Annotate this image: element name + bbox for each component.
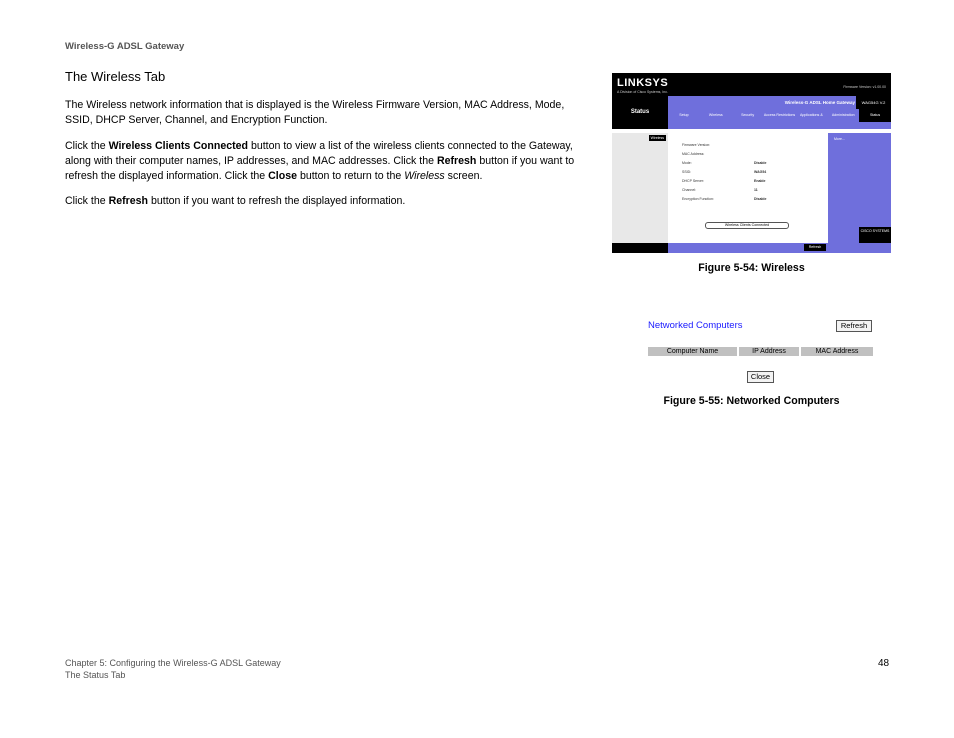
refresh-button[interactable]: Refresh	[836, 320, 872, 332]
sub-tabs	[668, 122, 891, 129]
paragraph-clients: Click the Wireless Clients Connected button to view a list of the wireless clients connected to the Gateway, along with their computer names, IP addresses, and MAC addresses. Click the Refresh button if you want to refresh the displayed information. Click the Close button to return to the Wireless screen.	[65, 140, 575, 182]
networked-computers-title: Networked Computers	[648, 320, 743, 331]
column-header: MAC Address	[801, 347, 873, 356]
product-bar	[668, 96, 891, 109]
screenshot-header	[612, 73, 891, 129]
figure-caption: Figure 5-55: Networked Computers	[663, 395, 840, 407]
footer-chapter: Chapter 5: Configuring the Wireless-G ADSL Gateway	[65, 658, 281, 668]
paragraph-intro: The Wireless network information that is displayed is the Wireless Firmware Version, MAC Address, Mode, SSID, DHCP Server, Channel, and Encryption Function.	[65, 99, 565, 126]
row-value: Enable	[754, 179, 766, 183]
tab-status[interactable]: Status	[859, 109, 891, 122]
bottom-bar	[668, 243, 891, 253]
bottom-bar-left	[612, 243, 668, 253]
tab-security[interactable]: Security	[741, 113, 755, 117]
section-title: The Wireless Tab	[65, 69, 166, 84]
page-number: 48	[878, 658, 890, 669]
linksys-logo: LINKSYS	[617, 77, 669, 89]
row-label: DHCP Server:	[682, 179, 705, 183]
column-header: Computer Name	[648, 347, 737, 356]
row-label: SSID:	[682, 170, 692, 174]
logo-subtitle: A Division of Cisco Systems, Inc.	[617, 90, 668, 94]
cisco-logo: CISCO SYSTEMS	[859, 227, 891, 243]
tab-applications-gaming[interactable]: Applications &	[799, 113, 823, 117]
row-label: Encryption Function:	[682, 197, 714, 201]
refresh-button[interactable]: Refresh	[804, 244, 826, 251]
row-value: WAG54	[754, 170, 767, 174]
tab-wireless[interactable]: Wireless	[708, 113, 723, 117]
column-header: IP Address	[739, 347, 799, 356]
paragraph-refresh: Click the Refresh button if you want to refresh the displayed information.	[65, 195, 406, 207]
running-header: Wireless-G ADSL Gateway	[65, 41, 185, 52]
footer-section: The Status Tab	[65, 670, 126, 680]
main-tabs	[668, 109, 891, 122]
more-link[interactable]: More...	[834, 137, 845, 141]
row-label: Channel:	[682, 188, 697, 192]
close-button[interactable]: Close	[747, 371, 774, 383]
computers-table-header	[648, 347, 873, 356]
row-label: MAC Address:	[682, 152, 705, 156]
help-column	[828, 133, 891, 243]
tab-administration[interactable]: Administration	[831, 113, 855, 117]
product-name: Wireless-G ADSL Home Gateway	[784, 100, 855, 105]
row-label: Firmware Version:	[682, 143, 711, 147]
section-label: Status	[630, 109, 650, 115]
left-column	[612, 133, 668, 243]
row-value: 11	[754, 188, 758, 192]
tab-access-restrictions[interactable]: Access Restrictions	[763, 113, 796, 117]
wireless-info	[668, 133, 828, 243]
row-label: Mode:	[682, 161, 692, 165]
row-value: Disable	[754, 197, 767, 201]
model-name: WAG54G V.2	[856, 96, 891, 109]
row-value: Disable	[754, 161, 767, 165]
firmware-version: Firmware Version: v1.00.00	[843, 85, 886, 89]
left-label: Wireless	[650, 136, 664, 140]
figure-caption: Figure 5-54: Wireless	[698, 262, 805, 274]
tab-setup[interactable]: Setup	[679, 113, 689, 117]
wireless-screenshot	[612, 73, 891, 253]
wireless-clients-button[interactable]: Wireless Clients Connected	[705, 222, 789, 229]
